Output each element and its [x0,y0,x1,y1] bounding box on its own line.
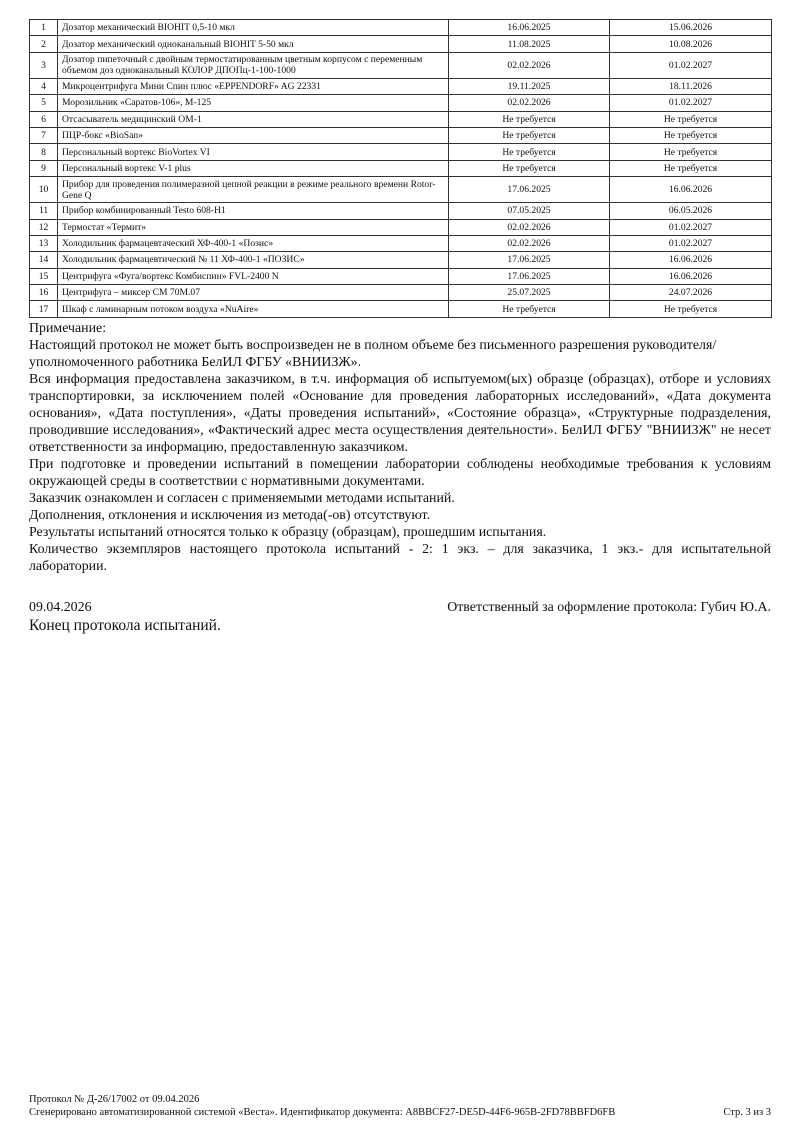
table-row [30,111,772,127]
footer-page-number: Стр. 3 из 3 [723,1107,771,1118]
row-number: 4 [30,78,58,94]
equipment-name: Микроцентрифуга Мини Спин плюс «EPPENDORF» AG 22331 [58,78,449,94]
valid-until-date: 16.06.2026 [610,268,772,284]
equipment-name: Прибор для проведения полимеразной цепной реакции в режиме реального времени Rotor-Gene Q [58,177,449,203]
note-reproduction: Настоящий протокол не может быть воспроизведен не в полном объеме без письменного разрешения руководителя/уполномоченного работника БелИЛ ФГБУ «ВНИИЗЖ». [29,338,717,370]
row-number: 6 [30,111,58,127]
valid-until-date: Не требуется [610,111,772,127]
note-info-source: Вся информация предоставлена заказчиком, в т.ч. информация об испытуемом(ых) образце (образцах), отборе и условиях транспортировки, за исключением полей «Основание для проведения лабораторных исследований», «Дата документа основания», «Дата поступления», «Даты проведения испытаний», «Состояние образца», «Структурные подразделения, проводившие исследования», «Фактический адрес места осуществления деятельности». БелИЛ ФГБУ "ВНИИЗЖ" не несет ответственности за информацию, предоставленную заказчиком. [29,372,771,455]
table-row [30,95,772,111]
equipment-name: ПЦР-бокс «BioSan» [58,127,449,143]
verification-date: 17.06.2025 [449,252,610,268]
note-methods-agreed: Заказчик ознакомлен и согласен с применяемыми методами испытаний. [29,491,455,506]
table-row [30,177,772,203]
equipment-name: Центрифуга – миксер СМ 70М.07 [58,285,449,301]
equipment-name: Термостат «Термит» [58,219,449,235]
table-row [30,301,772,317]
row-number: 5 [30,95,58,111]
equipment-name: Морозильник «Саратов-106», М-125 [58,95,449,111]
table-row [30,144,772,160]
verification-date: 17.06.2025 [449,177,610,203]
row-number: 12 [30,219,58,235]
table-row [30,235,772,251]
row-number: 17 [30,301,58,317]
equipment-name: Прибор комбинированный Testo 608-H1 [58,203,449,219]
valid-until-date: 10.08.2026 [610,36,772,52]
signature-date: 09.04.2026 [29,600,92,615]
equipment-name: Холодильник фармацевтаческий ХФ-400-1 «Позис» [58,235,449,251]
verification-date: 25.07.2025 [449,285,610,301]
equipment-table [29,19,772,318]
responsible-person: Ответственный за оформление протокола: Губич Ю.А. [447,600,771,615]
row-number: 14 [30,252,58,268]
equipment-name: Дозатор механический одноканальный BIOHIT 5-50 мкл [58,36,449,52]
verification-date: 11.08.2025 [449,36,610,52]
table-row [30,203,772,219]
equipment-name: Дозатор механический BIOHIT 0,5-10 мкл [58,20,449,36]
row-number: 3 [30,52,58,78]
row-number: 2 [30,36,58,52]
valid-until-date: 24.07.2026 [610,285,772,301]
table-row [30,20,772,36]
footer-generated-by: Сгенерировано автоматизированной системой «Веста». Идентификатор документа: A8BBCF27-DE5D-44F6-965B-2FD78BBFD6FB [29,1107,616,1118]
valid-until-date: 16.06.2026 [610,177,772,203]
equipment-name: Дозатор пипеточный с двойным термостатированным цветным корпусом с переменным объемом доз одноканальный КОЛОР ДПОПц-1-100-1000 [58,52,449,78]
row-number: 9 [30,160,58,176]
row-number: 10 [30,177,58,203]
equipment-name: Отсасыватель медицинский ОМ-1 [58,111,449,127]
verification-date: 02.02.2026 [449,235,610,251]
table-row [30,219,772,235]
equipment-name: Центрифуга «Фуга/вортекс Комбиспин» FVL-2400 N [58,268,449,284]
valid-until-date: Не требуется [610,144,772,160]
footer-protocol-number: Протокол № Д-26/17002 от 09.04.2026 [29,1094,200,1105]
valid-until-date: Не требуется [610,127,772,143]
row-number: 13 [30,235,58,251]
row-number: 7 [30,127,58,143]
verification-date: Не требуется [449,160,610,176]
verification-date: Не требуется [449,144,610,160]
row-number: 11 [30,203,58,219]
table-row [30,252,772,268]
valid-until-date: 01.02.2027 [610,95,772,111]
valid-until-date: 18.11.2026 [610,78,772,94]
verification-date: 02.02.2026 [449,219,610,235]
table-row [30,268,772,284]
verification-date: Не требуется [449,111,610,127]
notes-heading: Примечание: [29,321,107,336]
row-number: 16 [30,285,58,301]
page-footer [29,1093,771,1119]
notes-section [29,320,771,575]
verification-date: 07.05.2025 [449,203,610,219]
valid-until-date: Не требуется [610,301,772,317]
valid-until-date: 01.02.2027 [610,52,772,78]
equipment-name: Холодильник фармацевтический № 11 ХФ-400-1 «ПОЗИС» [58,252,449,268]
table-row [30,78,772,94]
valid-until-date: 16.06.2026 [610,252,772,268]
valid-until-date: 15.06.2026 [610,20,772,36]
note-results-scope: Результаты испытаний относятся только к образцу (образцам), прошедшим испытания. [29,525,547,540]
equipment-name: Шкаф с ламинарным потоком воздуха «NuAire» [58,301,449,317]
verification-date: 19.11.2025 [449,78,610,94]
verification-date: 02.02.2026 [449,52,610,78]
row-number: 1 [30,20,58,36]
table-row [30,127,772,143]
equipment-name: Персональный вортекс V-1 plus [58,160,449,176]
valid-until-date: Не требуется [610,160,772,176]
verification-date: 02.02.2026 [449,95,610,111]
valid-until-date: 01.02.2027 [610,235,772,251]
end-of-protocol: Конец протокола испытаний. [29,617,221,634]
row-number: 15 [30,268,58,284]
table-row [30,285,772,301]
table-row [30,160,772,176]
verification-date: 17.06.2025 [449,268,610,284]
note-conditions: При подготовке и проведении испытаний в помещении лаборатории соблюдены необходимые требования к условиям окружающей среды в соответствии с нормативными документами. [29,457,771,489]
note-copies: Количество экземпляров настоящего протокола испытаний - 2: 1 экз. – для заказчика, 1 экз.- для испытательной лаборатории. [29,542,771,574]
table-row [30,36,772,52]
equipment-table-body [30,20,772,318]
equipment-name: Персональный вортекс BioVortex VI [58,144,449,160]
verification-date: 16.06.2025 [449,20,610,36]
valid-until-date: 06.05.2026 [610,203,772,219]
table-row [30,52,772,78]
verification-date: Не требуется [449,301,610,317]
row-number: 8 [30,144,58,160]
valid-until-date: 01.02.2027 [610,219,772,235]
verification-date: Не требуется [449,127,610,143]
note-deviations: Дополнения, отклонения и исключения из метода(-ов) отсутствуют. [29,508,431,523]
